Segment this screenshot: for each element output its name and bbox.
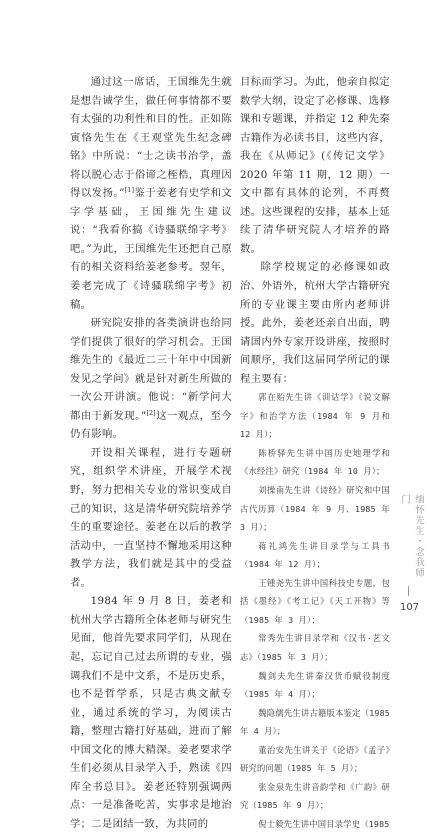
lecture-schedule-list — [240, 388, 390, 833]
schedule-item: 陈桥驿先生讲中国历史地理学和《水经注》研究（1984 年 10 月）； — [240, 447, 390, 477]
page-number: 107 — [400, 602, 420, 613]
schedule-item: 蒋礼鸿先生讲目录学与工具书（1984 年 12 月）； — [240, 540, 390, 570]
section-side-tab: 缅怀先生・念我师门 — [399, 494, 424, 578]
paragraph-5: 除学校规定的必修课如政治、外语外，杭州大学古籍研究所的专业课主要由所内老师讲授。此外，姜老还亲自出面，聘请国内外专家开设讲座，按照时间顺序，我们这届同学所记的课程主要有： — [240, 261, 390, 385]
paragraph-2: 研究院安排的各类演讲也给同学们提供了很好的学习机会。王国维先生的《最近二三十年中中国新发见之学问》就是针对新生所做的一次公开讲演。他说：“新学问大都由于新发现。”[2]这一观点，至今仍有影响。 — [70, 317, 232, 441]
left-text-column — [70, 73, 232, 833]
right-text-column — [240, 73, 390, 833]
paragraph-1: 通过这一席话，王国维先生就是想告诫学生，做任何事情都不要有太强的功利性和目的性。正如陈寅恪先生在《王观堂先生纪念碑铭》中所说：“士之读书治学，盖将以脱心志于俗谛之桎梏，真理因得以发扬。”[1]鉴于姜老有史学和文字学基础，王国维先生建议说：“我看你搞《诗骚联绵字考》吧。”为此，王国维先生还把自己原有的相关资料给姜老参考。翌年，姜老完成了《诗骚联绵字考》初稿。 — [70, 76, 233, 311]
schedule-item: 魏剑夫先生讲秦汉货币赋役制度（1985 年 4 月）； — [240, 670, 390, 700]
schedule-item: 董治安先生讲关于《论语》《孟子》研究的问题（1985 年 5 月）； — [240, 744, 390, 774]
schedule-item: 刘操南先生讲《诗经》研究和中国古代历算（1984 年 9 月、1985 年 3 月）； — [240, 485, 390, 533]
paragraph-3: 开设相关课程，进行专题研究，组织学术讲座，开展学术视野，努力把相关专业的常识变成自己的知识，这是清华研究院培养学生的重要途径。姜老在以后的教学活动中，一直坚持不懈地采用这种教学方法，我们就是其中的受益者。 — [70, 446, 232, 589]
paragraph-4: 1984 年 9 月 8 日，姜老和杭州大学古籍所全体老师与研究生见面，他首先要求同学们，从现在起，忘记自己过去所谓的专业，强调我们不是中文系，不是历史系，也不是哲学系，只是古典文献专业，通过系统的学习，为阅读古籍，整理古籍打好基础，进而了解中国文化的博大精深。姜老要求学生们必须从目录学入手，熟读《四库全书总目》。姜老还特别强调两点：一是准备吃苦，实事求是地治学；二是团结一致，为共同的 — [70, 595, 232, 830]
schedule-item: 张金泉先生讲音韵学和《广韵》研究（1985 年 9 月）； — [240, 781, 390, 811]
schedule-item: 魏隐儒先生讲古籍版本鉴定（1985 年 4 月）； — [240, 707, 390, 737]
paragraph-continuation: 目标而学习。为此，他亲自拟定数学大纲，设定了必修课、选修课和专题课，并指定 12 种先秦古籍作为必读书目，这些内容，我在《从师记》(《传记文学》2020 年第 11 期，12 期）一文中都有具体的论列，不再赘述。这些课程的安排，基本上延续了清华研究院人才培养的路数。 — [240, 76, 390, 255]
schedule-item: 郭在贻先生讲《训诂学》《说文解字》和治学方法（1984 年 9 月和 12 月）； — [240, 392, 390, 440]
schedule-item: 常秀先生讲目录学和《汉书·艺文志》（1985 年 3 月）； — [240, 633, 390, 662]
schedule-item: 倪士毅先生讲中国目录学史（1985 — [258, 818, 390, 829]
schedule-item: 王锺尧先生讲中国科技史专题，包括《墨经》《考工记》《天工开物》等（1985 年 3 月）； — [240, 577, 390, 625]
footnote-ref-1[interactable]: [1] — [124, 187, 135, 195]
side-tab-divider — [408, 586, 409, 596]
footnote-ref-2[interactable]: [2] — [146, 409, 157, 417]
